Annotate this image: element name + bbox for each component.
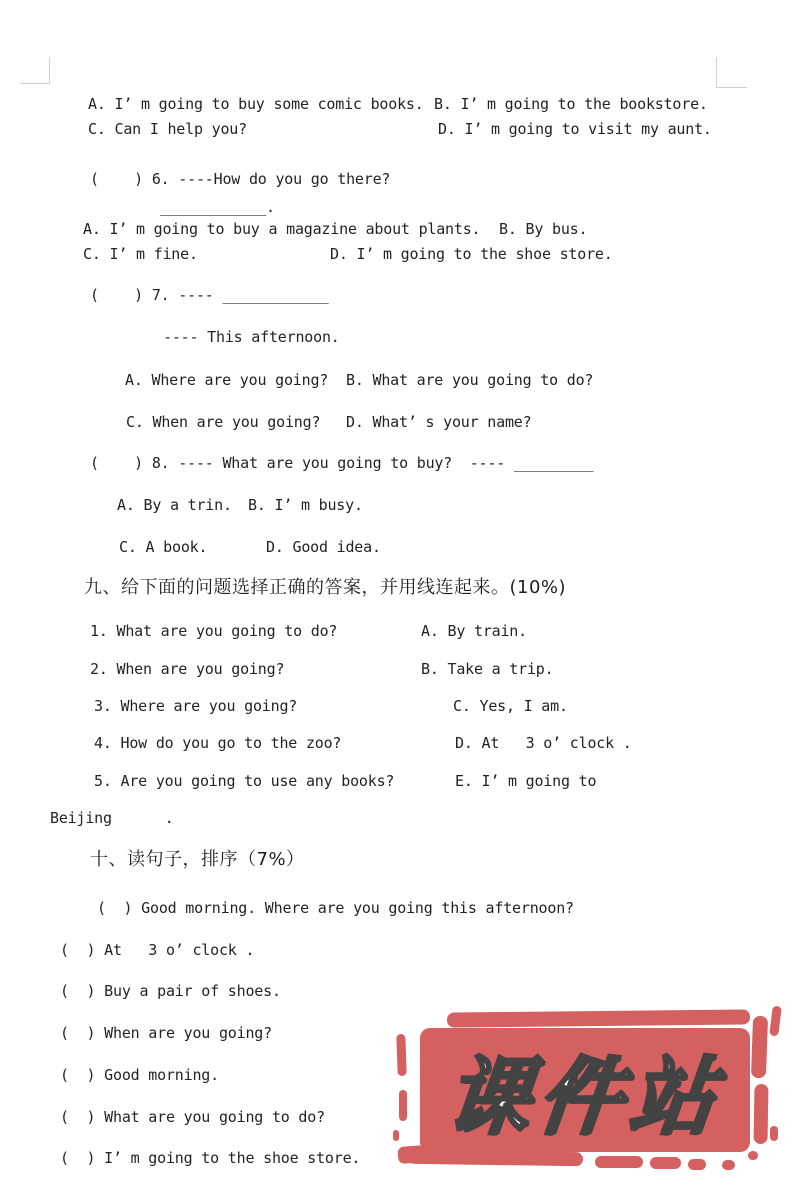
matching-question-4: 4. How do you go to the zoo? [94,734,342,752]
matching-answer-e: E. I’ m going to [455,772,597,790]
q8-option-d: D. Good idea. [266,538,381,556]
stamp-border-bottom-6 [748,1151,758,1160]
section10-title: 十、读句子，排序（7%） [90,849,305,870]
kejianzhan-stamp-watermark [390,1004,790,1194]
q6-option-c: C. I’ m fine. [83,245,198,263]
matching-answer-d: D. At 3 o’ clock . [455,734,632,752]
matching-question-2: 2. When are you going? [90,660,285,678]
q5-option-a: A. I’ m going to buy some comic books. [88,95,424,113]
stamp-border-top [447,1009,750,1027]
stamp-dot-left [393,1130,399,1141]
q7-option-b: B. What are you going to do? [346,371,594,389]
stamp-tick-top-right [769,1006,782,1037]
matching-question-3: 3. Where are you going? [94,697,298,715]
q6-option-d: D. I’ m going to the shoe store. [330,245,613,263]
stamp-border-bottom-4 [688,1159,706,1170]
page-corner-mark-right [716,57,747,88]
q5-option-d: D. I’ m going to visit my aunt. [438,120,712,138]
matching-question-5: 5. Are you going to use any books? [94,772,395,790]
stamp-tick-bottom-right [770,1126,778,1141]
q6-options-row-cd [0,245,800,321]
stamp-border-left-lower [399,1090,407,1121]
stamp-border-bottom-1 [408,1150,583,1166]
q8-options-row-cd [0,538,800,614]
q8-option-c: C. A book. [119,538,208,556]
stamp-border-bottom-3 [650,1157,681,1169]
matching-answer-c: C. Yes, I am. [453,697,568,715]
stamp-border-bottom-2 [595,1156,643,1168]
q8-option-a: A. By a trin. [117,496,232,514]
order-item-2: ( ) At 3 o’ clock . [60,941,255,959]
q8-heading: ( ) 8. ---- What are you going to buy? ---- _________ [90,454,594,472]
q6-answer-blank: ____________. [160,198,275,216]
order-item-3: ( ) Buy a pair of shoes. [60,982,281,1000]
stamp-border-bottom-5 [722,1160,735,1170]
q7-reply: ---- This afternoon. [163,328,340,346]
stamp-border-right-lower [753,1084,768,1144]
q5-option-b: B. I’ m going to the bookstore. [434,95,708,113]
q7-heading: ( ) 7. ---- ____________ [90,286,329,304]
q6-option-a: A. I’ m going to buy a magazine about plants. [83,220,481,238]
q8-option-b: B. I’ m busy. [248,496,363,514]
matching-answer-e-overflow: Beijing . [50,809,174,827]
q6-heading: ( ) 6. ----How do you go there? [90,170,391,188]
order-item-7: ( ) I’ m going to the shoe store. [60,1149,361,1167]
order-item-4: ( ) When are you going? [60,1024,272,1042]
section9-title: 九、给下面的问题选择正确的答案，并用线连起来。(10%) [84,577,567,598]
matching-answer-a: A. By train. [421,622,527,640]
matching-question-1: 1. What are you going to do? [90,622,338,640]
stamp-border-left-upper [396,1034,406,1076]
order-item-5: ( ) Good morning. [60,1066,219,1084]
q7-option-d: D. What’ s your name? [346,413,532,431]
q5-option-c: C. Can I help you? [88,120,247,138]
q7-option-c: C. When are you going? [126,413,321,431]
order-item-1: ( ) Good morning. Where are you going this afternoon? [97,899,574,917]
q6-option-b: B. By bus. [499,220,588,238]
order-item-6: ( ) What are you going to do? [60,1108,325,1126]
q7-options-row-cd [0,413,800,489]
page-corner-mark-left [20,57,50,84]
matching-answer-b: B. Take a trip. [421,660,554,678]
q7-option-a: A. Where are you going? [125,371,329,389]
stamp-text: 课件站 [441,1047,728,1146]
